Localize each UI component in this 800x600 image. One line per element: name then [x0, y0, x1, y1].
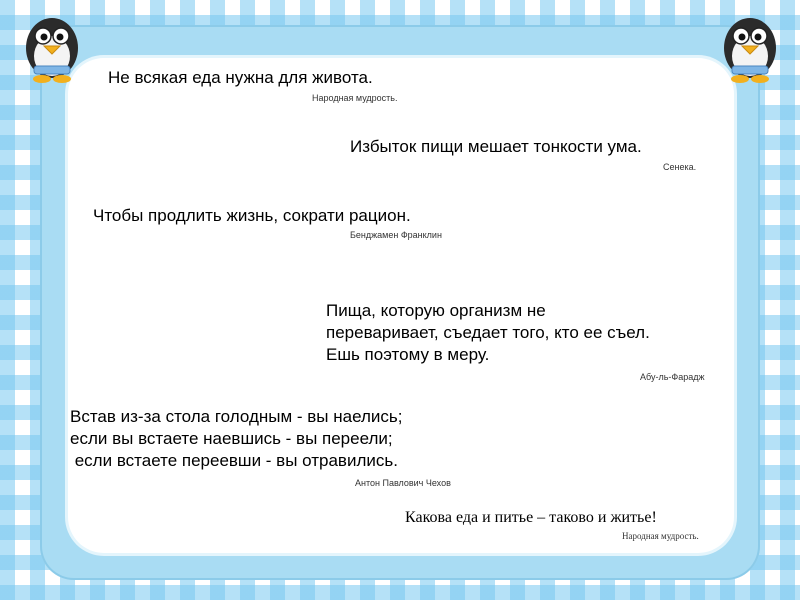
quote-author: Народная мудрость.: [622, 531, 699, 541]
quote-author: Народная мудрость.: [312, 93, 398, 103]
quote-text: Не всякая еда нужна для живота.: [108, 68, 373, 87]
quote-text: Чтобы продлить жизнь, сократи рацион.: [93, 206, 411, 225]
quote-line: Ешь поэтому в меру.: [326, 345, 490, 364]
quote-line: Встав из-за стола голодным - вы наелись;: [70, 407, 403, 426]
quote-text: Избыток пищи мешает тонкости ума.: [350, 137, 642, 156]
quote-line: если встаете переевши - вы отравились.: [70, 451, 398, 470]
quote-line: переваривает, съедает того, кто ее съел.: [326, 323, 650, 342]
quote-author: Сенека.: [663, 162, 697, 172]
quote-text: [326, 300, 650, 366]
quote-author: Антон Павлович Чехов: [355, 478, 451, 488]
penguin-icon: [710, 4, 790, 84]
quote-line: если вы встаете наевшись - вы переели;: [70, 429, 393, 448]
quote-line: Пища, которую организм не: [326, 301, 546, 320]
quote-text: [70, 406, 402, 472]
penguin-icon: [12, 4, 92, 84]
quote-text: Какова еда и питье – таково и житье!: [405, 509, 657, 526]
quote-author: Бенджамен Франклин: [350, 230, 442, 240]
quote-author: Абу-ль-Фарадж: [640, 372, 705, 382]
